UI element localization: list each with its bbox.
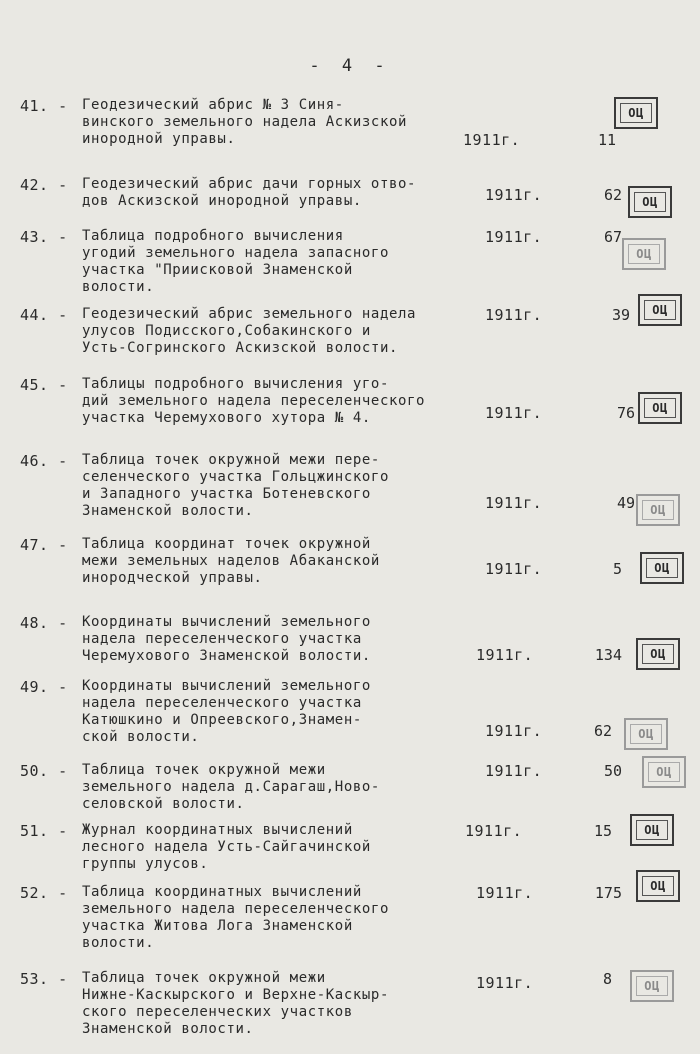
description-line: межи земельных наделов Абаканской <box>82 553 380 569</box>
oc-stamp: ОЦ <box>636 494 680 526</box>
entry-description <box>82 970 482 1038</box>
entry-description <box>82 762 482 813</box>
page-number: - 4 - <box>309 56 391 76</box>
description-line: улусов Подисского,Собакинского и <box>82 323 371 339</box>
entry-sheet-count: 5 <box>612 560 622 578</box>
entry-year: 1911г. <box>485 494 543 512</box>
entry-year: 1911г. <box>463 131 521 149</box>
description-line: надела переселенческого участка <box>82 695 362 711</box>
oc-stamp: ОЦ <box>628 186 672 218</box>
entry-year: 1911г. <box>485 228 543 246</box>
entry-year: 1911г. <box>485 560 543 578</box>
description-line: группы улусов. <box>82 856 209 872</box>
entry-number: 49. - <box>20 678 68 696</box>
entry-number: 45. - <box>20 376 68 394</box>
entry-number: 47. - <box>20 536 68 554</box>
entry-year: 1911г. <box>485 186 543 204</box>
description-line: Геодезический абрис дачи горных отво- <box>82 176 417 192</box>
entry-year: 1911г. <box>476 646 534 664</box>
description-line: Координаты вычислений земельного <box>82 678 371 694</box>
entry-sheet-count: 76 <box>616 404 635 422</box>
entry-sheet-count: 62 <box>593 722 612 740</box>
entry-sheet-count: 62 <box>603 186 622 204</box>
entry-number: 53. - <box>20 970 68 988</box>
entry-description <box>82 822 482 873</box>
description-line: Знаменской волости. <box>82 1021 254 1037</box>
entry-sheet-count: 15 <box>593 822 612 840</box>
description-line: Усть-Согринского Аскизской волости. <box>82 340 399 356</box>
entry-sheet-count: 8 <box>602 970 612 988</box>
entry-description <box>82 306 482 357</box>
description-line: земельного надела д.Сарагаш,Ново- <box>82 779 380 795</box>
entry-year: 1911г. <box>485 306 543 324</box>
entry-year: 1911г. <box>485 722 543 740</box>
description-line: Знаменской волости. <box>82 503 254 519</box>
description-line: инородной управы. <box>82 131 236 147</box>
entry-number: 51. - <box>20 822 68 840</box>
description-line: Катюшкино и Опреевского,Знамен- <box>82 712 362 728</box>
description-line: волости. <box>82 935 155 951</box>
description-line: надела переселенческого участка <box>82 631 362 647</box>
oc-stamp: ОЦ <box>624 718 668 750</box>
entry-sheet-count: 49 <box>616 494 635 512</box>
entry-number: 46. - <box>20 452 68 470</box>
oc-stamp: ОЦ <box>640 552 684 584</box>
entry-description <box>82 176 482 210</box>
entry-number: 41. - <box>20 97 68 115</box>
entry-year: 1911г. <box>476 974 534 992</box>
entry-number: 48. - <box>20 614 68 632</box>
entry-number: 42. - <box>20 176 68 194</box>
description-line: селовской волости. <box>82 796 245 812</box>
oc-stamp: ОЦ <box>642 756 686 788</box>
description-line: и Западного участка Ботеневского <box>82 486 371 502</box>
description-line: угодий земельного надела запасного <box>82 245 389 261</box>
description-line: волости. <box>82 279 155 295</box>
entry-description <box>82 884 482 952</box>
entry-description <box>82 228 482 296</box>
entry-description <box>82 678 482 746</box>
description-line: Журнал координатных вычислений <box>82 822 353 838</box>
entry-sheet-count: 175 <box>594 884 622 902</box>
entry-sheet-count: 67 <box>603 228 622 246</box>
entry-number: 44. - <box>20 306 68 324</box>
description-line: Таблица точек окружной межи <box>82 970 326 986</box>
description-line: участка Житова Лога Знаменской <box>82 918 353 934</box>
description-line: винского земельного надела Аскизской <box>82 114 408 130</box>
oc-stamp: ОЦ <box>614 97 658 129</box>
entry-sheet-count: 50 <box>603 762 622 780</box>
description-line: Черемухового Знаменской волости. <box>82 648 371 664</box>
entry-sheet-count: 39 <box>611 306 630 324</box>
oc-stamp: ОЦ <box>638 392 682 424</box>
entry-sheet-count: 11 <box>597 131 616 149</box>
description-line: Геодезический абрис земельного надела <box>82 306 417 322</box>
description-line: Таблица координат точек окружной <box>82 536 371 552</box>
entry-number: 50. - <box>20 762 68 780</box>
description-line: ской волости. <box>82 729 200 745</box>
entry-description <box>82 452 482 520</box>
oc-stamp: ОЦ <box>622 238 666 270</box>
entry-number: 52. - <box>20 884 68 902</box>
description-line: Таблица подробного вычисления <box>82 228 344 244</box>
description-line: дий земельного надела переселенческого <box>82 393 426 409</box>
entry-year: 1911г. <box>485 404 543 422</box>
entry-sheet-count: 134 <box>594 646 622 664</box>
description-line: Геодезический абрис № 3 Синя- <box>82 97 344 113</box>
description-line: ского переселенческих участков <box>82 1004 353 1020</box>
oc-stamp: ОЦ <box>630 970 674 1002</box>
entry-year: 1911г. <box>465 822 523 840</box>
entry-number: 43. - <box>20 228 68 246</box>
oc-stamp: ОЦ <box>630 814 674 846</box>
entry-description <box>82 614 482 665</box>
entry-year: 1911г. <box>485 762 543 780</box>
oc-stamp: ОЦ <box>638 294 682 326</box>
description-line: селенческого участка Гольцжинского <box>82 469 389 485</box>
entry-year: 1911г. <box>476 884 534 902</box>
entry-description <box>82 376 482 427</box>
oc-stamp: ОЦ <box>636 870 680 902</box>
description-line: Координаты вычислений земельного <box>82 614 371 630</box>
description-line: дов Аскизской инородной управы. <box>82 193 362 209</box>
description-line: инородческой управы. <box>82 570 263 586</box>
description-line: Таблица координатных вычислений <box>82 884 362 900</box>
description-line: Таблица точек окружной межи пере- <box>82 452 380 468</box>
description-line: Таблицы подробного вычисления уго- <box>82 376 389 392</box>
entry-description <box>82 536 482 587</box>
entry-description <box>82 97 482 148</box>
description-line: участка "Приисковой Знаменской <box>82 262 353 278</box>
description-line: Таблица точек окружной межи <box>82 762 326 778</box>
description-line: участка Черемухового хутора № 4. <box>82 410 371 426</box>
oc-stamp: ОЦ <box>636 638 680 670</box>
description-line: земельного надела переселенческого <box>82 901 389 917</box>
description-line: Нижне-Каскырского и Верхне-Каскыр- <box>82 987 389 1003</box>
description-line: лесного надела Усть-Сайгачинской <box>82 839 371 855</box>
